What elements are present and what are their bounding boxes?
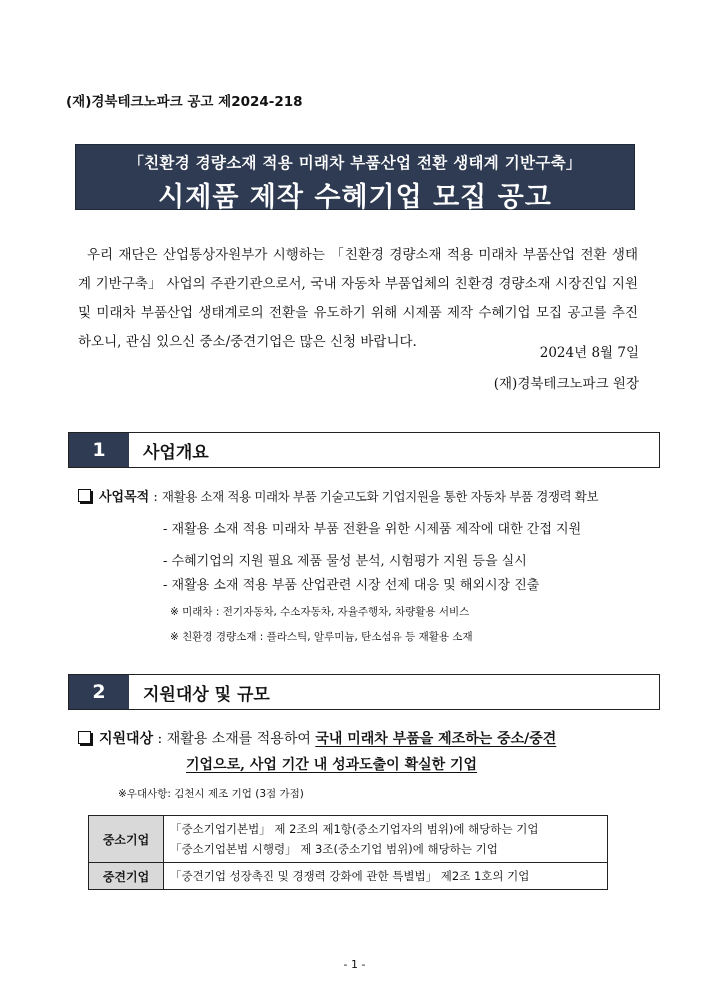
table-cell-line: 「중소기업본법 시행령」 제 3조(중소기업 범위)에 해당하는 기업	[170, 842, 498, 856]
target-label: 지원대상	[99, 731, 154, 747]
page-number: - 1 -	[343, 958, 366, 971]
table-cell	[164, 816, 608, 863]
note-item: ※ 미래차 : 전기자동차, 수소자동차, 자율주행차, 차량활용 서비스	[170, 606, 470, 618]
purpose-separator: :	[149, 490, 162, 505]
table-row	[89, 863, 608, 890]
support-table	[88, 815, 608, 890]
checkbox-icon	[78, 731, 91, 744]
section-number: 1	[69, 433, 129, 467]
target-text: 재활용 소재를 적용하여	[166, 731, 316, 747]
title-subtitle: 「친환경 경량소재 적용 미래차 부품산업 전환 생태계 기반구축」	[128, 154, 582, 172]
purpose-text: 재활용 소재 적용 미래차 부품 기술고도화 기업지원을 통한 자동차 부품 경쟁력 확보	[161, 489, 599, 504]
target-separator: :	[153, 731, 167, 747]
section-number: 2	[69, 675, 129, 709]
table-row	[89, 816, 608, 863]
preference-note: ※우대사항: 김천시 제조 기업 (3점 가점)	[118, 788, 304, 800]
section-title: 지원대상 및 규모	[143, 684, 270, 705]
table-cell	[164, 863, 608, 890]
list-item: - 수혜기업의 지원 필요 제품 물성 분석, 시험평가 지원 등을 실시	[163, 554, 527, 569]
list-item: - 재활용 소재 적용 미래차 부품 전환을 위한 시제품 제작에 대한 간접 지원	[163, 522, 582, 537]
section-title: 사업개요	[143, 442, 209, 463]
purpose-label: 사업목적	[99, 490, 150, 505]
section-header-2	[68, 674, 660, 710]
table-cell-line: 「중견기업 성장촉진 및 경쟁력 강화에 관한 특별법」 제2조 1호의 기업	[170, 869, 530, 883]
section-header-1	[68, 432, 660, 468]
intro-paragraph: 우리 재단은 산업통상자원부가 시행하는 「친환경 경량소재 적용 미래차 부품산업 전환 생태계 기반구축」 사업의 주관기관으로서, 국내 자동차 부품업체의 친환경 경량소재 시장진입 지원 및 미래차 부품산업 생태계로의 전환을 유도하기 위해 시제품 제작 수혜기업 모집 공고를 추진하오니, 관심 있으신 중소/중견기업은 많은 신청 바랍니다.	[78, 247, 638, 350]
table-cell-line: 「중소기업기본법」 제 2조의 제1항(중소기업자의 범위)에 해당하는 기업	[170, 822, 539, 836]
title-banner	[75, 144, 635, 213]
intro-date: 2024년 8월 7일	[539, 345, 639, 361]
target-emphasis: 국내 미래차 부품을 제조하는 중소/중견	[315, 731, 557, 747]
target-line	[78, 728, 556, 748]
table-label: 중소기업	[89, 816, 164, 863]
title-main: 시제품 제작 수혜기업 모집 공고	[158, 182, 552, 213]
note-item: ※ 친환경 경량소재 : 플라스틱, 알루미늄, 탄소섬유 등 재활용 소재	[170, 631, 473, 643]
document-number: (재)경북테크노파크 공고 제2024-218	[66, 94, 303, 110]
target-emphasis-cont: 기업으로, 사업 기간 내 성과도출이 확실한 기업	[186, 757, 478, 773]
list-item: - 재활용 소재 적용 부품 산업관련 시장 선제 대응 및 해외시장 진출	[163, 578, 540, 593]
table-label: 중견기업	[89, 863, 164, 890]
intro-org: (재)경북테크노파크 원장	[493, 376, 639, 392]
purpose-line	[78, 486, 598, 505]
checkbox-icon	[78, 489, 91, 502]
